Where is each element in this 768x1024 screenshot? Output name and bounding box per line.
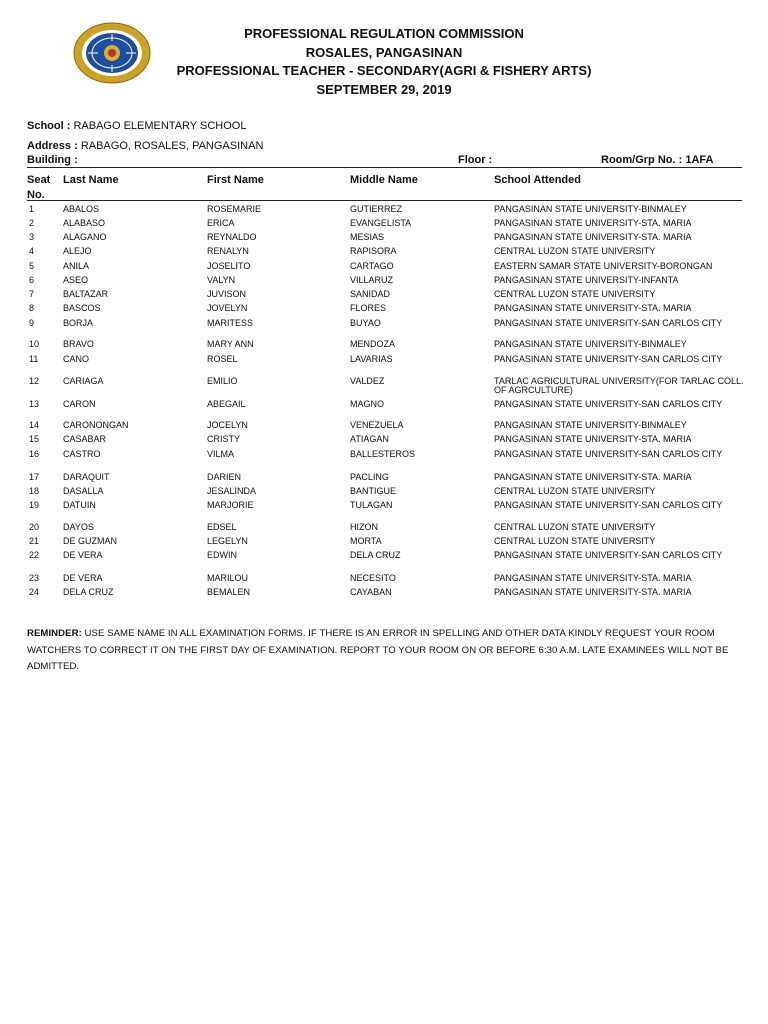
last-name-cell: DARAQUIT <box>63 472 110 482</box>
school-cell: TARLAC AGRICULTURAL UNIVERSITY(FOR TARLAC COLL. OF AGRCULTURE) <box>494 376 744 395</box>
school-cell: EASTERN SAMAR STATE UNIVERSITY-BORONGAN <box>494 261 713 271</box>
first-name-cell: ROSEL <box>207 354 238 364</box>
seat-cell: 2 <box>29 218 35 228</box>
seat-cell: 22 <box>29 550 40 560</box>
col-seat-no: No. <box>27 189 45 201</box>
last-name-cell: BASCOS <box>63 303 101 313</box>
seat-cell: 17 <box>29 472 40 482</box>
last-name-cell: DE VERA <box>63 573 103 583</box>
school-cell: CENTRAL LUZON STATE UNIVERSITY <box>494 486 656 496</box>
school-cell: PANGASINAN STATE UNIVERSITY-BINMALEY <box>494 420 687 430</box>
seat-cell: 13 <box>29 399 40 409</box>
col-middle-name: Middle Name <box>350 174 418 186</box>
seat-cell: 15 <box>29 434 40 444</box>
middle-name-cell: EVANGELISTA <box>350 218 412 228</box>
header-location: ROSALES, PANGASINAN <box>305 44 463 60</box>
first-name-cell: EDSEL <box>207 522 237 532</box>
reminder-note <box>27 626 742 676</box>
school-cell: CENTRAL LUZON STATE UNIVERSITY <box>494 536 656 546</box>
school-cell: PANGASINAN STATE UNIVERSITY-STA. MARIA <box>494 573 692 583</box>
seat-cell: 9 <box>29 318 35 328</box>
school-cell: PANGASINAN STATE UNIVERSITY-BINMALEY <box>494 204 687 214</box>
first-name-cell: VILMA <box>207 449 235 459</box>
first-name-cell: MARITESS <box>207 318 254 328</box>
school-cell: CENTRAL LUZON STATE UNIVERSITY <box>494 522 656 532</box>
col-first-name: First Name <box>207 174 264 186</box>
table-rule <box>27 200 742 201</box>
middle-name-cell: NECESITO <box>350 573 396 583</box>
last-name-cell: CARONONGAN <box>63 420 129 430</box>
middle-name-cell: VENEZUELA <box>350 420 404 430</box>
school-cell: CENTRAL LUZON STATE UNIVERSITY <box>494 289 656 299</box>
school-cell: PANGASINAN STATE UNIVERSITY-SAN CARLOS CITY <box>494 318 723 328</box>
middle-name-cell: CARTAGO <box>350 261 394 271</box>
school-cell: PANGASINAN STATE UNIVERSITY-BINMALEY <box>494 339 687 349</box>
seat-cell: 6 <box>29 275 35 285</box>
school-cell: PANGASINAN STATE UNIVERSITY-STA. MARIA <box>494 303 692 313</box>
building-info <box>27 154 78 166</box>
last-name-cell: DASALLA <box>63 486 104 496</box>
seat-cell: 18 <box>29 486 40 496</box>
address-value: RABAGO, ROSALES, PANGASINAN <box>80 140 264 152</box>
first-name-cell: JOCELYN <box>207 420 248 430</box>
middle-name-cell: SANIDAD <box>350 289 391 299</box>
seat-cell: 4 <box>29 246 35 256</box>
last-name-cell: ASEO <box>63 275 89 285</box>
first-name-cell: BEMALEN <box>207 587 251 597</box>
floor-label: Floor : <box>458 154 493 166</box>
first-name-cell: REYNALDO <box>207 232 257 242</box>
seat-cell: 7 <box>29 289 35 299</box>
school-label: School : <box>27 120 71 132</box>
col-seat: Seat <box>27 174 51 186</box>
seat-cell: 24 <box>29 587 40 597</box>
middle-name-cell: DELA CRUZ <box>350 550 401 560</box>
middle-name-cell: PACLING <box>350 472 389 482</box>
last-name-cell: CASTRO <box>63 449 101 459</box>
header-date: SEPTEMBER 29, 2019 <box>316 81 452 97</box>
first-name-cell: ABEGAIL <box>207 399 246 409</box>
seat-cell: 14 <box>29 420 40 430</box>
middle-name-cell: MAGNO <box>350 399 385 409</box>
middle-name-cell: GUTIERREZ <box>350 204 403 214</box>
seat-cell: 8 <box>29 303 35 313</box>
school-cell: PANGASINAN STATE UNIVERSITY-STA. MARIA <box>494 232 692 242</box>
room-label: Room/Grp No. : <box>601 154 683 166</box>
first-name-cell: MARILOU <box>207 573 249 583</box>
school-cell: PANGASINAN STATE UNIVERSITY-SAN CARLOS CITY <box>494 399 723 409</box>
first-name-cell: JUVISON <box>207 289 247 299</box>
first-name-cell: EDWIN <box>207 550 237 560</box>
last-name-cell: ABALOS <box>63 204 100 214</box>
middle-name-cell: FLORES <box>350 303 387 313</box>
school-value: RABAGO ELEMENTARY SCHOOL <box>73 120 247 132</box>
reminder-label: REMINDER: <box>27 628 82 639</box>
middle-name-cell: TULAGAN <box>350 500 393 510</box>
seat-cell: 10 <box>29 339 40 349</box>
last-name-cell: DE VERA <box>63 550 103 560</box>
middle-name-cell: LAVARIAS <box>350 354 393 364</box>
header-commission: PROFESSIONAL REGULATION COMMISSION <box>244 26 524 41</box>
first-name-cell: JESALINDA <box>207 486 257 496</box>
first-name-cell: JOSELITO <box>207 261 251 271</box>
seat-cell: 23 <box>29 573 40 583</box>
school-cell: PANGASINAN STATE UNIVERSITY-STA. MARIA <box>494 587 692 597</box>
last-name-cell: BORJA <box>63 318 94 328</box>
last-name-cell: BRAVO <box>63 339 94 349</box>
last-name-cell: CANO <box>63 354 90 364</box>
last-name-cell: CARON <box>63 399 96 409</box>
floor-info <box>458 154 492 166</box>
building-label: Building : <box>27 154 78 166</box>
school-cell: PANGASINAN STATE UNIVERSITY-INFANTA <box>494 275 679 285</box>
room-info <box>601 154 713 166</box>
middle-name-cell: BALLESTEROS <box>350 449 416 459</box>
last-name-cell: DELA CRUZ <box>63 587 114 597</box>
col-school-attended: School Attended <box>494 174 581 186</box>
middle-name-cell: CAYABAN <box>350 587 392 597</box>
first-name-cell: JOVELYN <box>207 303 248 313</box>
document-header <box>0 25 768 99</box>
room-value: 1AFA <box>685 154 714 166</box>
last-name-cell: ANILA <box>63 261 90 271</box>
last-name-cell: CASABAR <box>63 434 107 444</box>
first-name-cell: DARIEN <box>207 472 242 482</box>
seat-cell: 3 <box>29 232 35 242</box>
school-cell: PANGASINAN STATE UNIVERSITY-STA. MARIA <box>494 218 692 228</box>
reminder-text: USE SAME NAME IN ALL EXAMINATION FORMS. IF THERE IS AN ERROR IN SPELLING AND OTHER DATA KINDLY REQUEST YOUR ROOM WATCHERS TO CORRECT IT ON THE FIRST DAY OF EXAMINATION. REPORT TO YOUR ROOM ON OR BEFORE 6:30 A.M. LATE EXAMINEES WILL NOT BE ADMITTED. <box>27 628 729 672</box>
seat-cell: 16 <box>29 449 40 459</box>
first-name-cell: CRISTY <box>207 434 241 444</box>
seat-cell: 11 <box>29 354 39 364</box>
col-last-name: Last Name <box>63 174 119 186</box>
first-name-cell: MARY ANN <box>207 339 254 349</box>
last-name-cell: ALABASO <box>63 218 106 228</box>
seat-cell: 1 <box>29 204 35 214</box>
middle-name-cell: BUYAO <box>350 318 381 328</box>
school-cell: PANGASINAN STATE UNIVERSITY-STA. MARIA <box>494 434 692 444</box>
middle-name-cell: HIZON <box>350 522 378 532</box>
first-name-cell: ERICA <box>207 218 235 228</box>
first-name-cell: EMILIO <box>207 376 238 386</box>
first-name-cell: MARJORIE <box>207 500 254 510</box>
seat-cell: 5 <box>29 261 35 271</box>
middle-name-cell: VALDEZ <box>350 376 385 386</box>
address-label: Address : <box>27 140 78 152</box>
school-cell: PANGASINAN STATE UNIVERSITY-SAN CARLOS CITY <box>494 500 723 510</box>
last-name-cell: DAYOS <box>63 522 94 532</box>
first-name-cell: ROSEMARIE <box>207 204 262 214</box>
last-name-cell: CARIAGA <box>63 376 104 386</box>
middle-name-cell: ATIAGAN <box>350 434 389 444</box>
seat-cell: 12 <box>29 376 40 386</box>
school-cell: PANGASINAN STATE UNIVERSITY-SAN CARLOS CITY <box>494 550 723 560</box>
school-cell: PANGASINAN STATE UNIVERSITY-SAN CARLOS CITY <box>494 354 723 364</box>
header-exam: PROFESSIONAL TEACHER - SECONDARY(AGRI & FISHERY ARTS) <box>176 63 592 78</box>
seat-cell: 20 <box>29 522 40 532</box>
middle-name-cell: MENDOZA <box>350 339 395 349</box>
middle-name-cell: BANTIGUE <box>350 486 397 496</box>
last-name-cell: ALEJO <box>63 246 92 256</box>
seat-cell: 19 <box>29 500 40 510</box>
last-name-cell: DATUIN <box>63 500 96 510</box>
school-cell: PANGASINAN STATE UNIVERSITY-SAN CARLOS CITY <box>494 449 723 459</box>
school-cell: PANGASINAN STATE UNIVERSITY-STA. MARIA <box>494 472 692 482</box>
header-rule <box>27 167 742 168</box>
school-info <box>27 120 246 132</box>
last-name-cell: ALAGANO <box>63 232 107 242</box>
middle-name-cell: RAPISORA <box>350 246 397 256</box>
seat-cell: 21 <box>29 536 40 546</box>
middle-name-cell: MORTA <box>350 536 382 546</box>
first-name-cell: LEGELYN <box>207 536 248 546</box>
address-info <box>27 140 263 152</box>
school-cell: CENTRAL LUZON STATE UNIVERSITY <box>494 246 656 256</box>
last-name-cell: DE GUZMAN <box>63 536 117 546</box>
first-name-cell: RENALYN <box>207 246 249 256</box>
first-name-cell: VALYN <box>207 275 236 285</box>
last-name-cell: BALTAZAR <box>63 289 109 299</box>
middle-name-cell: VILLARUZ <box>350 275 394 285</box>
middle-name-cell: MESIAS <box>350 232 385 242</box>
